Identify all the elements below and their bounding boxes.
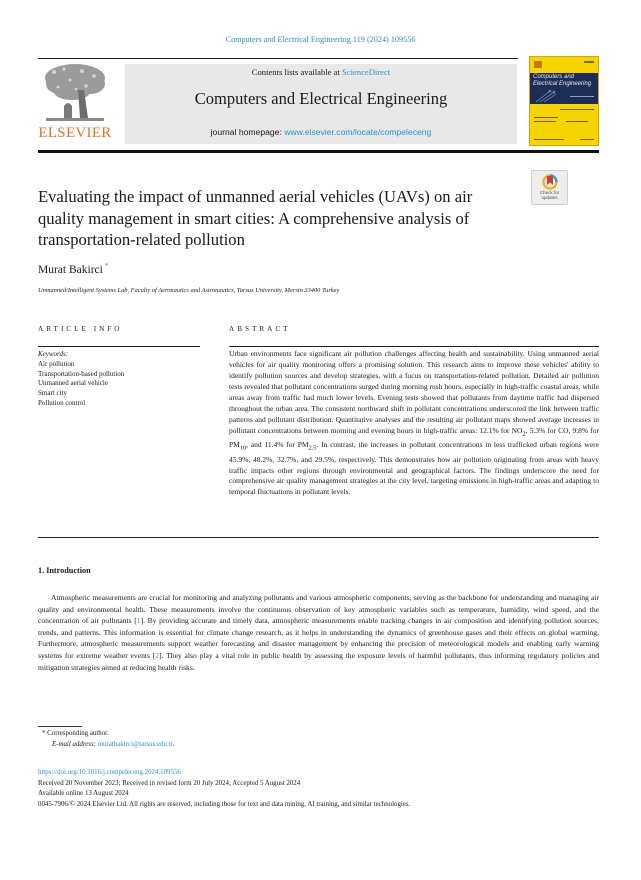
corresponding-author-note: * Corresponding author. [42,730,109,737]
intro-text-part: ]. They also play a vital role in public health by assessing the exposure levels of harmful pollutants, thus informing regulatory policies and mitigation strategies aimed at reducing health risks. [38,650,600,672]
subscript: 2 [522,430,526,438]
elsevier-tree-icon [42,62,108,124]
cover-text-line [580,139,594,140]
footnote-rule [38,726,82,727]
article-title: Evaluating the impact of unmanned aerial vehicles (UAVs) on air quality management in smart cities: A comprehensive analysis of transportation-related pollution [38,187,473,250]
contents-prefix: Contents lists available at [251,67,342,77]
check-for-updates-button[interactable] [531,170,568,205]
cover-text-line [534,117,558,118]
homepage-link[interactable]: www.elsevier.com/locate/compeleceng [284,127,432,137]
elsevier-wordmark: ELSEVIER [38,125,112,141]
check-for-updates-label: Check for updates [539,190,560,200]
reference-link-2[interactable]: 2 [155,650,160,660]
abstract-text-part: . In contrast, the increases in pollutant concentrations in less trafficked urban regions were 45.9%, 48.2%, 32.7%, and 29.5%, respectively. This demonstrates how air pollution originating from areas with heavy traffic impacts other regions through environmental and geographical factors. The findings underscore the need for comprehensive air quality management strategies at the city level, targeting emissions in high-traffic areas and adapting to temporal fluctuations in pollutant levels. [229,440,599,497]
cover-publisher-icon [534,61,542,68]
elsevier-logo[interactable] [38,62,112,144]
cover-title: Computers and Electrical Engineering [533,74,592,87]
available-online-date: Available online 13 August 2024 [38,790,129,798]
abstract-heading: ABSTRACT [229,325,291,333]
author-affiliation: Unmanned/Intelligent Systems Lab, Faculty of Aeronautics and Astronautics, Tarsus University, Mersin 33400 Turkey [38,287,340,294]
cover-text-line [534,121,556,122]
keywords-label: Keywords: [38,350,69,358]
cover-text-line [566,121,588,122]
keyword-item: Unmanned aerial vehicle [38,379,108,388]
abstract-text-part: , and 11.4% for PM [246,440,309,450]
masthead-divider [38,150,599,153]
article-info-rule [38,346,200,347]
footnote [38,729,174,750]
received-dates: Received 20 November 2023; Received in revised form 20 July 2024; Accepted 5 August 2024 [38,779,301,787]
email-line [38,740,174,751]
cover-issn-mark [584,61,594,63]
abstract-text [229,349,599,498]
introduction-heading: 1. Introduction [38,566,91,575]
introduction-paragraph [38,592,599,673]
article-info-heading: ARTICLE INFO [38,325,123,333]
subscript: 10 [239,444,247,452]
subscript: 2.5 [308,444,317,452]
journal-name: Computers and Electrical Engineering [194,89,448,108]
copyright-notice: 0045-7906/© 2024 Elsevier Ltd. All rights are reserved, including those for text and data mining, AI training, and similar technologies. [38,801,411,809]
keyword-item: Transportation-based pollution [38,369,125,378]
cover-text-line [534,139,564,140]
sciencedirect-link[interactable]: ScienceDirect [342,67,391,77]
journal-cover-thumbnail[interactable] [529,56,599,146]
corresponding-author-mark[interactable]: * [104,262,109,270]
keywords-list [38,350,124,409]
intro-text-part: Atmospheric measurements are crucial for monitoring and analyzing pollutants and various atmospheric components, serving as the backbone for understanding and managing air quality and environmental health. These measurements involve the continuous observation of key atmospheric variables such as temperature, humidity, wind speed, and the concentration of air pollutants [ [38,593,599,626]
cover-text-line [560,109,594,110]
top-rule [38,58,518,59]
doi-link[interactable]: https://doi.org/10.1016/j.compeleceng.2024.109556 [38,769,181,776]
journal-masthead-band [125,64,517,144]
email-suffix: . [172,740,175,748]
article-metadata [38,768,410,811]
email-label: E-mail address: [52,740,98,748]
author-name[interactable]: Murat Bakirci [38,263,103,276]
reference-link-1[interactable]: 1 [136,616,141,626]
author [38,262,108,276]
contents-availability [125,67,517,77]
abstract-text-part: Urban environments face significant air pollution challenges affecting health and sustainability. Using unmanned aerial vehicles for air quality monitoring offers a promising solution. This research aims to improve these vehicles' ability to identify pollution sources and develop strategies, with a focus on transportation-related pollution. Detailed air pollution tests revealed that pollutant concentrations surged during morning rush hours, especially in high-traffic coastal areas, while areas away from traffic had much lower levels. Evening tests showed that pollutants from daytime traffic had dispersed throughout the urban area. The consistent northward shift in pollutant concentrations underscored the link between traffic patterns and pollutant distribution. Quantitative analyses and the resulting air pollutant maps showed average increases in pollutant concentrations between morning and evening hours in high-traffic areas: 12.1% for NO [229,349,599,435]
abstract-rule [229,346,599,347]
email-link[interactable]: muratbakirci@tarsus.edu.tr [97,740,173,748]
keyword-item: Air pollution [38,359,75,368]
keyword-item: Pollution control [38,398,86,407]
running-head[interactable]: Computers and Electrical Engineering 119 (2024) 109556 [225,35,416,44]
abstract-text-part: , 5.3% for CO, 9.8% for PM [229,425,599,450]
check-for-updates-icon [542,174,558,190]
homepage-prefix: journal homepage: [210,127,285,137]
intro-text-part: ]. By providing accurate and timely data, atmospheric measurements enable tracking changes in air composition and identifying pollution sources, trends, and patterns. This information is essential for climate change research, as it helps in understanding the dynamics of greenhouse gases and their effects on global warming. Furthermore, atmospheric measurements support weather forecasting and disaster management by enhancing the precision of meteorological models and enabling early warning systems for extreme weather events [ [38,616,599,660]
keyword-item: Smart city [38,389,67,398]
abstract-end-rule [38,537,599,538]
journal-homepage [125,127,517,137]
